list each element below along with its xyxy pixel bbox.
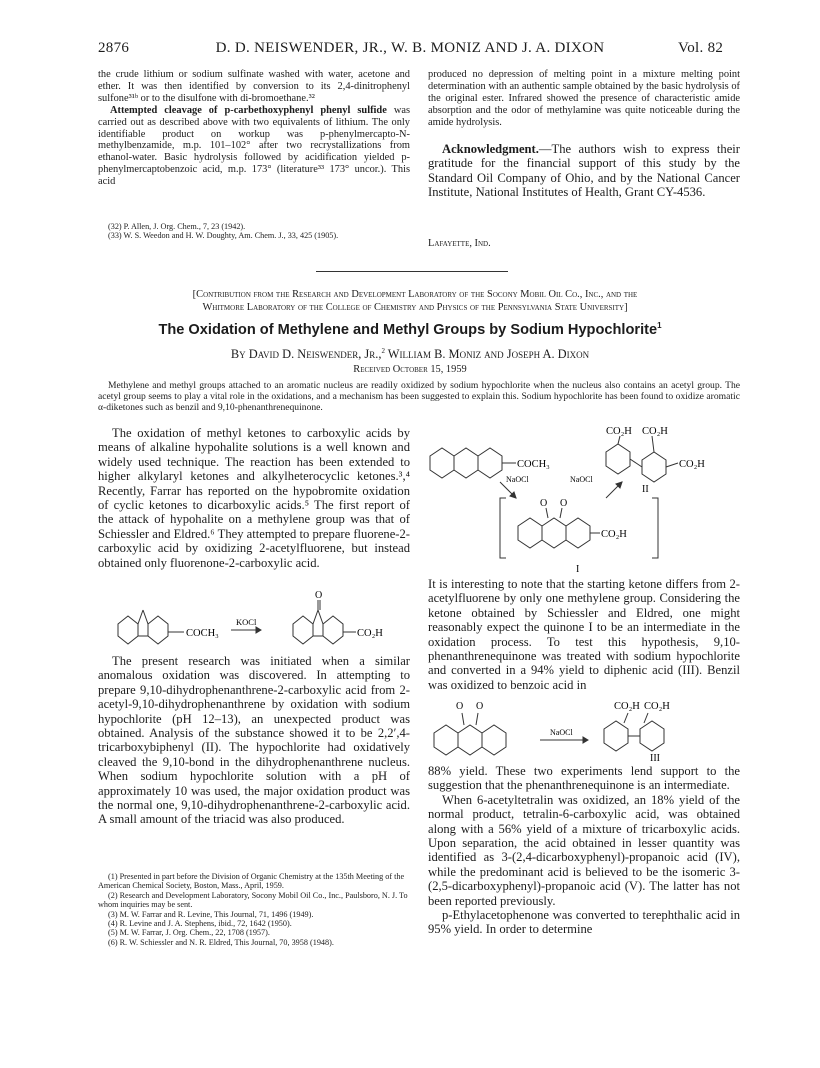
dhp-ring-c [478,448,502,478]
results-text-4: p-Ethylacetophenone was converted to terephthalic acid in 95% yield. In order to determine [428,908,740,937]
received-date: Received October 15, 1959 [353,364,467,375]
scheme-quinone-oxidation [428,697,740,763]
quinone-ring-a [518,518,542,548]
pq-ring-a [434,725,458,755]
title-footnote-mark: 1 [657,321,662,330]
footnote-1: (1) Presented in part before the Division of Organic Chemistry at the 135th Meeting of the American Chemical Society, Boston, Mass., April, 1959. [98,872,405,891]
intro-text-1: The oxidation of methyl ketones to carboxylic acids by means of alkaline hypohalite solutions is a well known and widely used technique. The reaction has been extended to higher alkylaryl ketones and alkylheterocyclic ketones.³,⁴ Recently, Farrar has reported on the hypobromite oxidation of cyclic ketones to dicarboxylic acids.⁵ The first report of the attack of hypohalite on a methylene group was that of Schiessler and Eldred.⁶ They attempted to prepare fluorene-2-carboxylic acid by oxidizing 2-acetylfluorene, but instead obtained only fluorenone-2-carboxylic acid. [98,426,410,570]
acknowledgment-heading: Acknowledgment. [442,142,539,156]
top-left-footnotes [98,222,410,241]
compound-label-iii: III [650,753,660,763]
acknowledgment-body: —The authors wish to express their gratitude for the financial support of this study by the Standard Oil Company of Ohio, and by the National Cancer Institute, National Institutes of Health, Grant CY-4536. [428,142,740,200]
scheme-dihydrophenanthrene-oxidation [420,424,740,574]
cleavage-heading: Attempted cleavage of p-carbethoxyphenyl phenyl sulfide [110,104,387,116]
fluorenone-ring-left [293,616,313,644]
left-footnotes [98,872,410,947]
author-rest: William B. Moniz and Joseph A. Dixon [384,347,590,362]
top-right-column [428,69,740,129]
contribution-line-2: Whitmore Laboratory of the College of Chemistry and Physics of the Pennsylvania State University] [202,302,628,313]
triacid-co2h-b: CO₂H [642,426,668,437]
cleavage-body: was carried out as described above with two equivalents of lithium. The only identifiable product on workup was p-phenylmercapto-N-methylbenzamide, m.p. 101–102° after two recrystallizations from ethanol-water. Basic hydrolysis followed by acidification yielded p-phenylmercaptobenzoic acid, m.p. 173° (literature³³ 173° uncor.). This acid [98,104,410,188]
compound-label-i: I [576,564,580,574]
intro-paragraph-1 [98,426,410,570]
bracket-left [500,498,506,558]
results-paragraph-1 [428,577,740,692]
intro-paragraph-2 [98,654,410,827]
results-text-2: 88% yield. These two experiments lend support to the suggestion that the phenanthrenequinone is an intermediate. [428,764,740,793]
quinone-ring-c [566,518,590,548]
results-text-1: It is interesting to note that the starting ketone differs from 2-acetylfluorene by only one methylene group. Considering the ketone obtained by Schiessler and Eldred, one might reasonably expect the quinone I to be an intermediate in the oxidation process. To test this hypothesis, 9,10-phenanthrenequinone was treated with sodium hypochlorite and converted in a 94% yield to diphenic acid (III). Benzil was oxidized to benzoic acid in [428,577,740,692]
koci-reagent: KOCl [236,617,257,627]
pq-ring-c [482,725,506,755]
results-text-3: When 6-acetyltetralin was oxidized, an 18% yield of the normal product, tetralin-6-carboxylic acid, was obtained along with a 56% yield of a mixture of tricarboxylic acids. Upon separation, the acid obtained in lesser quantity was identified as 3-(2,4-dicarboxyphenyl)-propanoic acid (IV), while the predominant acid is believed to be the isomeric 3-(2,5-dicarboxyphenyl)-propanoic acid (V). The latter has not been reported previously. [428,792,740,908]
footnote-4: (4) R. Levine and J. A. Stephens, ibid., 72, 1642 (1950). [108,919,292,929]
triacid-co2h-a: CO₂H [606,426,632,437]
quinone-co2h: CO₂H [601,529,627,540]
contribution-line-1: [Contribution from the Research and Development Laboratory of the Socony Mobil Oil Co., Inc., and the [192,289,638,300]
acetyl-group: COCH₃ [517,459,550,470]
abstract: Methylene and methyl groups attached to an aromatic nucleus are readily oxidized by sodium hypochlorite when the nucleus also contains an acetyl group. The acetyl group seems to play a vital role in the oxidations, and a mechanism has been suggested to explain this. Sodium hypochlorite has been found to oxidize aromatic α-diketones such as benzil and 9,10-phenanthrenequinone. [98,380,740,413]
top-left-paragraph: the crude lithium or sodium sulfinate washed with water, acetone and ether. It was then identified by conversion to its 2,4-dinitrophenyl sulfone³¹ᵇ or to the disulfone with di-bromoethane.³² [98,69,410,104]
pq-ring-b [458,725,482,755]
quinone-ring-b [542,518,566,548]
diphenic-co2h-b: CO₂H [644,701,670,712]
naocl-reagent: NaOCl [550,728,573,737]
diphenic-co2h-a: CO₂H [614,701,640,712]
acetyl-label: COCH₃ [186,628,219,639]
footnote-5: (5) M. W. Farrar, J. Org. Chem., 22, 1708 (1957). [108,928,270,938]
bracket-right [652,498,658,558]
volume-number: Vol. 82 [678,40,724,56]
pq-oxygen-2: O [476,701,484,712]
triacid-co2h-c: CO₂H [679,459,705,470]
quinone-oxygen-2: O [560,498,568,509]
results-paragraphs [428,764,740,937]
top-left-column [98,69,410,188]
footnote-6: (6) R. W. Schiessler and N. R. Eldred, This Journal, 70, 3958 (1948). [108,937,334,947]
location: Lafayette, Ind. [428,238,491,249]
compound-label-ii: II [642,484,649,495]
running-title: D. D. NEISWENDER, JR., W. B. MONIZ AND J. A. DIXON [215,40,605,56]
cleavage-paragraph [98,105,410,188]
fluorene-ring-right-a [148,616,168,644]
footnote-33: (33) W. S. Weedon and H. W. Doughty, Am. Chem. J., 33, 425 (1905). [108,231,339,241]
fluorene-ring-left-a [118,616,138,644]
acknowledgment [428,142,740,200]
dhp-ring-b [454,448,478,478]
top-right-paragraph: produced no depression of melting point in a mixture melting point determination with an authentic sample obtained by the basic hydrolysis of the original ester. Infrared showed the presence of characteristic amide absorption and the odor of methylamine was quite noticeable during the amide hydrolysis. [428,69,740,128]
quinone-oxygen-1: O [540,498,548,509]
triacid-ring-left [606,444,630,474]
author-footnote-mark: 2 [381,347,385,355]
author-line [60,347,760,362]
diphenic-ring-right [640,721,664,751]
article-title-text: The Oxidation of Methylene and Methyl Groups by Sodium Hypochlorite [158,321,658,338]
article-title [60,321,760,338]
footnote-2: (2) Research and Development Laboratory, Socony Mobil Oil Co., Inc., Paulsboro, N. J. To whom inquiries may be sent. [98,890,408,910]
carboxyl-label: CO₂H [357,628,383,639]
page-number: 2876 [98,40,130,56]
ketone-oxygen: O [315,590,323,601]
triacid-ring-right [642,452,666,482]
fluorenone-ring-right [323,616,343,644]
author-first: By David D. Neiswender, Jr., [230,347,382,362]
footnote-32: (32) P. Allen, J. Org. Chem., 7, 23 (1942). [108,222,246,231]
dhp-ring-a [430,448,454,478]
scheme-fluorene-oxidation [98,588,410,652]
diphenic-ring-left [604,721,628,751]
naocl-left: NaOCl [506,475,529,484]
naocl-right: NaOCl [570,475,593,484]
footnote-3: (3) M. W. Farrar and R. Levine, This Journal, 71, 1496 (1949). [108,909,314,919]
section-rule [316,271,508,272]
intro-text-2: The present research was initiated when a similar anomalous oxidation was discovered. In attempting to prepare 9,10-dihydrophenanthrene-2-carboxylic acid from 2-acetyl-9,10-dihydrophenanthrene by oxidation with sodium hypochlorite (pH 12–13), an unexpected product was obtained. Analysis of the substance showed it to be 2,2′,4-tricarboxybiphenyl (II). The hypochlorite had oxidatively cleaved the 9,10-bond in the dihydrophenanthrene nucleus. When sodium hypochlorite solution with a pH of approximately 10 was used, the major oxidation product was the normal one, 9,10-dihydrophenanthrene-2-carboxylic acid. A small amount of the triacid was also produced. [98,654,410,827]
pq-oxygen-1: O [456,701,464,712]
